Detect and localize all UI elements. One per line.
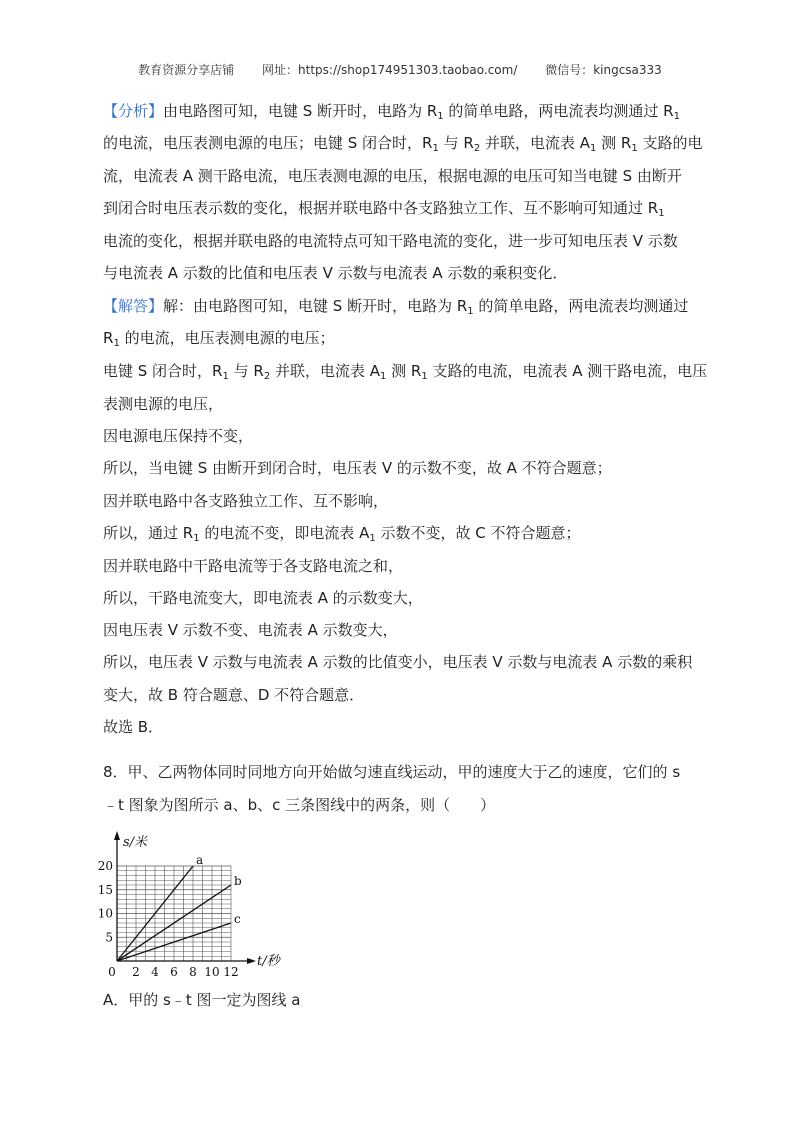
shop-url[interactable]: 网址：https://shop174951303.taobao.com/ — [262, 63, 518, 77]
series-label-b: b — [234, 874, 242, 888]
answer-line: 电键 S 闭合时，$R_1$ 与 $R_2$ 并联，电流表 $A_1$ 测 $R_1$ 支路的电流，电流表 A 测干路电流，电压 — [103, 362, 708, 382]
answer-line: 因电源电压保持不变， — [103, 427, 254, 445]
page-header — [0, 61, 800, 78]
question-line: ﹣t 图象为图所示 a、b、c 三条图线中的两条，则（ ） — [103, 796, 496, 814]
y-tick-label: 20 — [97, 859, 113, 873]
section-tag: 【分析】 — [103, 102, 164, 120]
y-tick-label: 10 — [97, 906, 113, 921]
origin-label: 0 — [108, 965, 116, 978]
answer-line: $R_1$ 的电流，电压表测电源的电压； — [103, 329, 335, 349]
answer-line: 因并联电路中各支路独立工作、互不影响， — [103, 492, 389, 510]
x-tick-label: 8 — [189, 965, 197, 978]
graph-labels — [98, 835, 283, 978]
x-tick-label: 2 — [132, 965, 140, 978]
st-graph — [95, 828, 295, 978]
y-tick-label: 15 — [97, 882, 113, 897]
answer-line: 变大，故 B 符合题意、D 不符合题意． — [103, 686, 365, 704]
analysis-line: 电流的变化，根据并联电路的电流特点可知干路电流的变化，进一步可知电压表 V 示数 — [103, 232, 678, 250]
analysis-line: 流，电流表 A 测干路电流，电压表测电源的电压，根据电源的电压可知当电键 S 由断开 — [103, 167, 682, 185]
question-line: 8．甲、乙两物体同时同地方向开始做匀速直线运动，甲的速度大于乙的速度，它们的 s — [103, 763, 681, 781]
y-axis-label: s/米 — [123, 835, 148, 850]
answer-line: 因并联电路中干路电流等于各支路电流之和， — [103, 557, 404, 575]
x-axis-arrow — [247, 958, 256, 964]
answer-line: 【解答】解：由电路图可知，电键 S 断开时，电路为 $R_1$ 的简单电路，两电流表均测通过 — [103, 297, 689, 317]
x-tick-label: 4 — [151, 965, 159, 978]
option-a[interactable]: A．甲的 s﹣t 图一定为图线 a — [103, 991, 301, 1009]
x-axis-label: t/秒 — [257, 954, 280, 969]
y-tick-label: 5 — [105, 930, 113, 945]
series-label-c: c — [234, 912, 241, 926]
wechat-id: 微信号：kingcsa333 — [545, 63, 662, 77]
x-tick-label: 12 — [223, 965, 239, 978]
y-axis-arrow — [114, 831, 120, 840]
answer-line: 所以，通过 $R_1$ 的电流不变，即电流表 $A_1$ 示数不变，故 C 不符合题意； — [103, 524, 581, 544]
answer-line: 所以，干路电流变大，即电流表 A 的示数变大， — [103, 589, 423, 607]
analysis-line: 【分析】由电路图可知，电键 S 断开时，电路为 $R_1$ 的简单电路，两电流表均测通过 $R_1$ — [103, 102, 680, 122]
answer-line: 故选 B． — [103, 718, 164, 736]
graph-grid — [117, 866, 231, 961]
series-label-a: a — [196, 853, 204, 867]
answer-line: 所以，当电键 S 由断开到闭合时，电压表 V 的示数不变，故 A 不符合题意； — [103, 459, 612, 477]
answer-line: 表测电源的电压， — [103, 395, 224, 413]
analysis-line: 的电流，电压表测电源的电压；电键 S 闭合时，$R_1$ 与 $R_2$ 并联，电流表 $A_1$ 测 $R_1$ 支路的电 — [103, 134, 703, 154]
graph-axes — [114, 831, 256, 964]
answer-line: 因电压表 V 示数不变、电流表 A 示数变大， — [103, 621, 398, 639]
answer-line: 所以，电压表 V 示数与电流表 A 示数的比值变小，电压表 V 示数与电流表 A 示数的乘积 — [103, 653, 693, 671]
section-tag: 【解答】 — [103, 297, 164, 315]
analysis-line: 到闭合时电压表示数的变化，根据并联电路中各支路独立工作、互不影响可知通过 $R_1$ — [103, 199, 665, 219]
x-tick-label: 6 — [170, 965, 178, 978]
shop-name: 教育资源分享店铺 — [138, 63, 235, 77]
x-tick-label: 10 — [204, 965, 220, 978]
analysis-line: 与电流表 A 示数的比值和电压表 V 示数与电流表 A 示数的乘积变化． — [103, 264, 568, 282]
